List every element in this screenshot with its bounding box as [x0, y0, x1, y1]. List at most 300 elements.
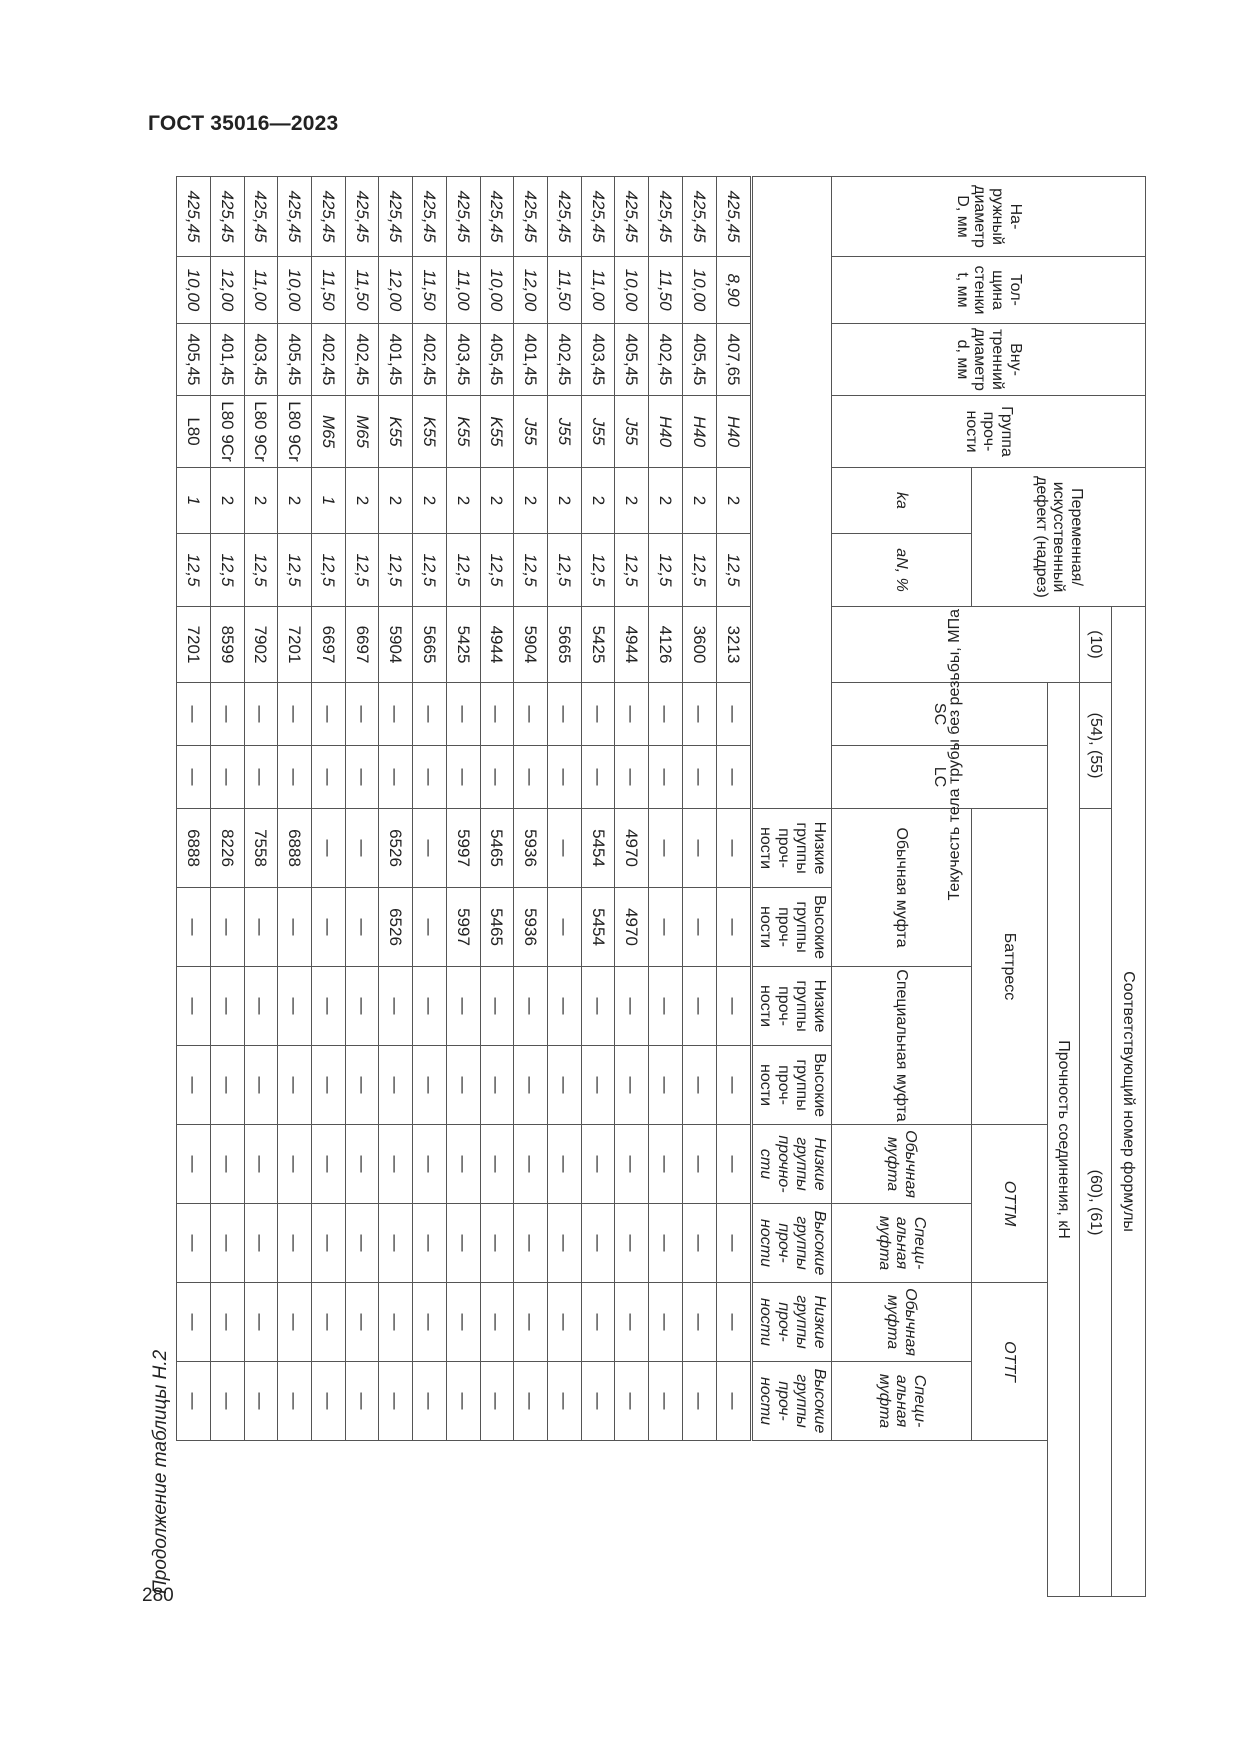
ottg-special-cell: — [311, 1362, 345, 1441]
buttress-regular-low-cell: 4970 [615, 809, 649, 888]
buttress-regular-high-cell: — [210, 888, 244, 967]
an-cell: 12,5 [446, 534, 480, 607]
header-buttress-special: Специальная муфта [832, 967, 972, 1125]
outer-diameter-cell: 425,45 [177, 177, 211, 257]
yield-strength-cell: 4126 [649, 607, 683, 683]
header-ottg-regular-low: Низкие группы проч-ности [752, 1283, 832, 1362]
yield-strength-cell: 5425 [446, 607, 480, 683]
buttress-special-high-cell: — [649, 1046, 683, 1125]
sc-cell: — [615, 683, 649, 746]
ottg-special-cell: — [514, 1362, 548, 1441]
lc-cell: — [514, 746, 548, 809]
lc-cell: — [311, 746, 345, 809]
yield-strength-cell: 4944 [480, 607, 514, 683]
table-container [176, 176, 1146, 1576]
yield-strength-cell: 5425 [581, 607, 615, 683]
ka-cell: 2 [413, 468, 447, 534]
buttress-regular-high-cell: — [413, 888, 447, 967]
ottg-special-cell: — [278, 1362, 312, 1441]
buttress-special-high-cell: — [446, 1046, 480, 1125]
sc-cell: — [682, 683, 716, 746]
document-header: ГОСТ 35016—2023 [148, 112, 339, 135]
buttress-special-low-cell: — [548, 967, 582, 1046]
outer-diameter-cell: 425,45 [649, 177, 683, 257]
buttress-special-low-cell: — [716, 967, 751, 1046]
strength-grade-cell: L80 9Cr [210, 396, 244, 468]
inner-diameter-cell: 405,45 [480, 324, 514, 396]
inner-diameter-cell: 407,65 [716, 324, 751, 396]
header-buttress-special-low: Низкие группы проч-ности [752, 967, 832, 1046]
ottm-special-cell: — [379, 1204, 413, 1283]
strength-grade-cell: M65 [345, 396, 379, 468]
sc-cell: — [210, 683, 244, 746]
header-outer-diameter: На-ружный диаметр D, мм [832, 177, 1146, 257]
strength-grade-cell: J55 [615, 396, 649, 468]
buttress-regular-high-cell: — [716, 888, 751, 967]
ottm-regular-cell: — [311, 1125, 345, 1204]
ottm-regular-cell: — [210, 1125, 244, 1204]
buttress-special-high-cell: — [244, 1046, 278, 1125]
an-cell: 12,5 [716, 534, 751, 607]
ottm-special-cell: — [446, 1204, 480, 1283]
buttress-regular-low-cell: — [682, 809, 716, 888]
buttress-regular-low-cell: — [716, 809, 751, 888]
ottg-regular-cell: — [649, 1283, 683, 1362]
table-head [752, 177, 1146, 1597]
ottg-special-cell: — [345, 1362, 379, 1441]
strength-grade-cell: Н40 [716, 396, 751, 468]
buttress-special-high-cell: — [682, 1046, 716, 1125]
strength-grade-cell: J55 [514, 396, 548, 468]
ottg-regular-cell: — [615, 1283, 649, 1362]
ka-cell: 2 [682, 468, 716, 534]
an-cell: 12,5 [581, 534, 615, 607]
strength-grade-cell: M65 [311, 396, 345, 468]
header-ka: ka [832, 468, 972, 534]
sc-cell: — [581, 683, 615, 746]
ottg-special-cell: — [210, 1362, 244, 1441]
buttress-regular-low-cell: — [311, 809, 345, 888]
inner-diameter-cell: 402,45 [345, 324, 379, 396]
ottg-special-cell: — [716, 1362, 751, 1441]
header-ottg-special-high: Высокие группы проч-ности [752, 1362, 832, 1441]
table-row [716, 177, 751, 1597]
buttress-regular-high-cell: — [649, 888, 683, 967]
table-row [649, 177, 683, 1597]
header-ottm-special-high: Высокие группы проч-ности [752, 1204, 832, 1283]
table-row [581, 177, 615, 1597]
ottm-regular-cell: — [244, 1125, 278, 1204]
buttress-regular-low-cell: 6526 [379, 809, 413, 888]
ottg-special-cell: — [649, 1362, 683, 1441]
header-buttress: Баттресс [972, 809, 1048, 1125]
ottg-special-cell: — [413, 1362, 447, 1441]
inner-diameter-cell: 402,45 [548, 324, 582, 396]
ottg-regular-cell: — [278, 1283, 312, 1362]
buttress-regular-high-cell: — [682, 888, 716, 967]
ka-cell: 2 [480, 468, 514, 534]
lc-cell: — [278, 746, 312, 809]
header-joint-strength: Прочность соединения, кН [1048, 683, 1080, 1597]
outer-diameter-cell: 425,45 [413, 177, 447, 257]
ka-cell: 2 [244, 468, 278, 534]
lc-cell: — [244, 746, 278, 809]
buttress-special-low-cell: — [514, 967, 548, 1046]
ottm-special-cell: — [548, 1204, 582, 1283]
buttress-special-low-cell: — [413, 967, 447, 1046]
ottm-regular-cell: — [278, 1125, 312, 1204]
yield-strength-cell: 5665 [548, 607, 582, 683]
ottg-special-cell: — [177, 1362, 211, 1441]
inner-diameter-cell: 401,45 [514, 324, 548, 396]
buttress-special-high-cell: — [379, 1046, 413, 1125]
yield-strength-cell: 5904 [379, 607, 413, 683]
header-ottm: ОТТМ [972, 1125, 1048, 1283]
ka-cell: 1 [177, 468, 211, 534]
ottm-special-cell: — [413, 1204, 447, 1283]
sc-cell: — [244, 683, 278, 746]
ka-cell: 2 [649, 468, 683, 534]
ottg-regular-cell: — [345, 1283, 379, 1362]
ottg-regular-cell: — [480, 1283, 514, 1362]
table-row [480, 177, 514, 1597]
ottm-special-cell: — [278, 1204, 312, 1283]
wall-thickness-cell: 10,00 [615, 257, 649, 324]
sc-cell: — [345, 683, 379, 746]
ottg-regular-cell: — [682, 1283, 716, 1362]
buttress-regular-high-cell: 4970 [615, 888, 649, 967]
inner-diameter-cell: 402,45 [413, 324, 447, 396]
buttress-regular-high-cell: — [548, 888, 582, 967]
header-ottg: ОТТГ [972, 1283, 1048, 1441]
buttress-regular-high-cell: — [345, 888, 379, 967]
yield-strength-cell: 5665 [413, 607, 447, 683]
header-buttress-regular-low: Низкие группы проч-ности [752, 809, 832, 888]
wall-thickness-cell: 11,50 [311, 257, 345, 324]
header-sc: SC [832, 683, 1048, 746]
header-yield-strength: Текучесть тела трубы без резьбы, МПа [832, 607, 1080, 683]
strength-grade-cell: Н40 [649, 396, 683, 468]
buttress-regular-low-cell: — [345, 809, 379, 888]
table-row [615, 177, 649, 1597]
inner-diameter-cell: 405,45 [278, 324, 312, 396]
buttress-special-high-cell: — [581, 1046, 615, 1125]
ottm-special-cell: — [581, 1204, 615, 1283]
buttress-regular-high-cell: 5936 [514, 888, 548, 967]
table-row [177, 177, 211, 1597]
table-row [682, 177, 716, 1597]
ka-cell: 2 [548, 468, 582, 534]
buttress-special-low-cell: — [278, 967, 312, 1046]
an-cell: 12,5 [210, 534, 244, 607]
buttress-special-high-cell: — [548, 1046, 582, 1125]
sc-cell: — [177, 683, 211, 746]
ka-cell: 2 [210, 468, 244, 534]
header-ottg-regular: Обычная муфта [832, 1283, 972, 1362]
header-buttress-regular-high: Высокие группы проч-ности [752, 888, 832, 967]
an-cell: 12,5 [649, 534, 683, 607]
outer-diameter-cell: 425,45 [244, 177, 278, 257]
header-ottg-special: Специ-альная муфта [832, 1362, 972, 1441]
ottm-special-cell: — [244, 1204, 278, 1283]
table-caption: Продолжение таблицы Н.2 [150, 1349, 171, 1594]
an-cell: 12,5 [514, 534, 548, 607]
ottm-regular-cell: — [581, 1125, 615, 1204]
an-cell: 12,5 [379, 534, 413, 607]
inner-diameter-cell: 402,45 [311, 324, 345, 396]
buttress-special-high-cell: — [514, 1046, 548, 1125]
wall-thickness-cell: 10,00 [278, 257, 312, 324]
table-row [514, 177, 548, 1597]
an-cell: 12,5 [278, 534, 312, 607]
buttress-regular-low-cell: 5936 [514, 809, 548, 888]
an-cell: 12,5 [682, 534, 716, 607]
table-row [278, 177, 312, 1597]
ottm-regular-cell: — [446, 1125, 480, 1204]
ottm-regular-cell: — [480, 1125, 514, 1204]
inner-diameter-cell: 402,45 [649, 324, 683, 396]
ottg-regular-cell: — [716, 1283, 751, 1362]
lc-cell: — [581, 746, 615, 809]
header-wall-thickness: Тол-щина стенки t, мм [832, 257, 1146, 324]
table-row [548, 177, 582, 1597]
ka-cell: 2 [379, 468, 413, 534]
ottm-special-cell: — [615, 1204, 649, 1283]
ottg-special-cell: — [548, 1362, 582, 1441]
strength-grade-cell: L80 9Cr [244, 396, 278, 468]
an-cell: 12,5 [615, 534, 649, 607]
table-row [345, 177, 379, 1597]
lc-cell: — [413, 746, 447, 809]
ottm-regular-cell: — [379, 1125, 413, 1204]
yield-strength-cell: 3213 [716, 607, 751, 683]
header-formula-10: (10) [1080, 607, 1112, 683]
buttress-special-high-cell: — [210, 1046, 244, 1125]
buttress-special-low-cell: — [615, 967, 649, 1046]
wall-thickness-cell: 11,00 [446, 257, 480, 324]
outer-diameter-cell: 425,45 [716, 177, 751, 257]
inner-diameter-cell: 403,45 [244, 324, 278, 396]
inner-diameter-cell: 403,45 [446, 324, 480, 396]
wall-thickness-cell: 10,00 [177, 257, 211, 324]
header-lc: LC [832, 746, 1048, 809]
buttress-regular-high-cell: — [244, 888, 278, 967]
buttress-special-low-cell: — [311, 967, 345, 1046]
ottm-special-cell: — [210, 1204, 244, 1283]
outer-diameter-cell: 425,45 [514, 177, 548, 257]
header-spacer [752, 177, 832, 809]
buttress-special-high-cell: — [716, 1046, 751, 1125]
lc-cell: — [177, 746, 211, 809]
header-formula-number: Соответствующий номер формулы [1112, 607, 1146, 1597]
ottg-special-cell: — [244, 1362, 278, 1441]
ottm-special-cell: — [480, 1204, 514, 1283]
yield-strength-cell: 6697 [311, 607, 345, 683]
sc-cell: — [480, 683, 514, 746]
page-number: 280 [142, 1585, 174, 1606]
data-table [176, 176, 1146, 1597]
sc-cell: — [413, 683, 447, 746]
inner-diameter-cell: 405,45 [177, 324, 211, 396]
ottg-regular-cell: — [311, 1283, 345, 1362]
ottm-special-cell: — [716, 1204, 751, 1283]
sc-cell: — [649, 683, 683, 746]
inner-diameter-cell: 401,45 [210, 324, 244, 396]
buttress-special-high-cell: — [480, 1046, 514, 1125]
buttress-regular-low-cell: 8226 [210, 809, 244, 888]
an-cell: 12,5 [548, 534, 582, 607]
lc-cell: — [682, 746, 716, 809]
ka-cell: 2 [716, 468, 751, 534]
ka-cell: 2 [514, 468, 548, 534]
table-row [379, 177, 413, 1597]
an-cell: 12,5 [177, 534, 211, 607]
buttress-special-low-cell: — [649, 967, 683, 1046]
sc-cell: — [548, 683, 582, 746]
ottg-special-cell: — [446, 1362, 480, 1441]
inner-diameter-cell: 405,45 [615, 324, 649, 396]
ottg-regular-cell: — [548, 1283, 582, 1362]
sc-cell: — [716, 683, 751, 746]
an-cell: 12,5 [244, 534, 278, 607]
ottm-special-cell: — [345, 1204, 379, 1283]
ottg-special-cell: — [581, 1362, 615, 1441]
ottg-special-cell: — [682, 1362, 716, 1441]
an-cell: 12,5 [345, 534, 379, 607]
ottm-special-cell: — [177, 1204, 211, 1283]
yield-strength-cell: 8599 [210, 607, 244, 683]
header-formula-60-61: (60), (61) [1080, 809, 1112, 1597]
wall-thickness-cell: 11,00 [244, 257, 278, 324]
buttress-regular-low-cell: — [548, 809, 582, 888]
ottm-regular-cell: — [682, 1125, 716, 1204]
buttress-special-low-cell: — [345, 967, 379, 1046]
ka-cell: 2 [615, 468, 649, 534]
table-row [210, 177, 244, 1597]
buttress-regular-high-cell: — [278, 888, 312, 967]
ottg-regular-cell: — [446, 1283, 480, 1362]
wall-thickness-cell: 8,90 [716, 257, 751, 324]
buttress-regular-high-cell: 5465 [480, 888, 514, 967]
yield-strength-cell: 6697 [345, 607, 379, 683]
buttress-regular-high-cell: 6526 [379, 888, 413, 967]
outer-diameter-cell: 425,45 [311, 177, 345, 257]
header-defect: Переменная/ искусственный дефект (надрез) [972, 468, 1146, 607]
ka-cell: 2 [278, 468, 312, 534]
buttress-special-low-cell: — [177, 967, 211, 1046]
ottm-special-cell: — [311, 1204, 345, 1283]
ottg-special-cell: — [379, 1362, 413, 1441]
lc-cell: — [716, 746, 751, 809]
buttress-regular-high-cell: — [177, 888, 211, 967]
buttress-special-low-cell: — [244, 967, 278, 1046]
ka-cell: 2 [581, 468, 615, 534]
inner-diameter-cell: 405,45 [682, 324, 716, 396]
buttress-regular-high-cell: — [311, 888, 345, 967]
an-cell: 12,5 [480, 534, 514, 607]
header-inner-diameter: Вну-тренний диаметр d, мм [832, 324, 1146, 396]
wall-thickness-cell: 11,50 [649, 257, 683, 324]
ottm-regular-cell: — [177, 1125, 211, 1204]
ka-cell: 1 [311, 468, 345, 534]
yield-strength-cell: 7902 [244, 607, 278, 683]
ottg-regular-cell: — [581, 1283, 615, 1362]
wall-thickness-cell: 12,00 [514, 257, 548, 324]
buttress-regular-low-cell: 5454 [581, 809, 615, 888]
buttress-special-low-cell: — [682, 967, 716, 1046]
wall-thickness-cell: 11,50 [413, 257, 447, 324]
header-ottm-regular-low: Низкие группы прочно-сти [752, 1125, 832, 1204]
ottm-regular-cell: — [548, 1125, 582, 1204]
ottg-regular-cell: — [177, 1283, 211, 1362]
wall-thickness-cell: 12,00 [210, 257, 244, 324]
ottm-regular-cell: — [615, 1125, 649, 1204]
table-row [446, 177, 480, 1597]
ka-cell: 2 [446, 468, 480, 534]
strength-grade-cell: K55 [480, 396, 514, 468]
wall-thickness-cell: 11,50 [345, 257, 379, 324]
sc-cell: — [514, 683, 548, 746]
buttress-special-low-cell: — [446, 967, 480, 1046]
table-body [177, 177, 752, 1597]
ottg-regular-cell: — [514, 1283, 548, 1362]
inner-diameter-cell: 401,45 [379, 324, 413, 396]
outer-diameter-cell: 425,45 [278, 177, 312, 257]
lc-cell: — [615, 746, 649, 809]
buttress-regular-low-cell: 6888 [177, 809, 211, 888]
outer-diameter-cell: 425,45 [548, 177, 582, 257]
buttress-regular-low-cell: 6888 [278, 809, 312, 888]
ottg-special-cell: — [615, 1362, 649, 1441]
buttress-special-high-cell: — [413, 1046, 447, 1125]
table-row [244, 177, 278, 1597]
ka-cell: 2 [345, 468, 379, 534]
lc-cell: — [548, 746, 582, 809]
buttress-special-low-cell: — [210, 967, 244, 1046]
sc-cell: — [446, 683, 480, 746]
sc-cell: — [311, 683, 345, 746]
wall-thickness-cell: 10,00 [682, 257, 716, 324]
header-buttress-special-high: Высокие группы проч-ности [752, 1046, 832, 1125]
lc-cell: — [446, 746, 480, 809]
lc-cell: — [649, 746, 683, 809]
lc-cell: — [345, 746, 379, 809]
ottm-regular-cell: — [345, 1125, 379, 1204]
wall-thickness-cell: 12,00 [379, 257, 413, 324]
outer-diameter-cell: 425,45 [581, 177, 615, 257]
strength-grade-cell: L80 9Cr [278, 396, 312, 468]
ottg-regular-cell: — [244, 1283, 278, 1362]
sc-cell: — [379, 683, 413, 746]
buttress-special-high-cell: — [278, 1046, 312, 1125]
header-ottm-special: Специ-альная муфта [832, 1204, 972, 1283]
buttress-regular-high-cell: 5997 [446, 888, 480, 967]
buttress-regular-low-cell: 7558 [244, 809, 278, 888]
ottg-regular-cell: — [379, 1283, 413, 1362]
strength-grade-cell: K55 [446, 396, 480, 468]
outer-diameter-cell: 425,45 [379, 177, 413, 257]
wall-thickness-cell: 11,00 [581, 257, 615, 324]
strength-grade-cell: Н40 [682, 396, 716, 468]
ottg-regular-cell: — [413, 1283, 447, 1362]
buttress-regular-high-cell: 5454 [581, 888, 615, 967]
header-formula-54-55: (54), (55) [1080, 683, 1112, 809]
buttress-special-low-cell: — [480, 967, 514, 1046]
header-ottm-regular: Обычная муфта [832, 1125, 972, 1204]
header-strength-grade: Группа проч-ности [832, 396, 1146, 468]
ottm-special-cell: — [514, 1204, 548, 1283]
wall-thickness-cell: 11,50 [548, 257, 582, 324]
